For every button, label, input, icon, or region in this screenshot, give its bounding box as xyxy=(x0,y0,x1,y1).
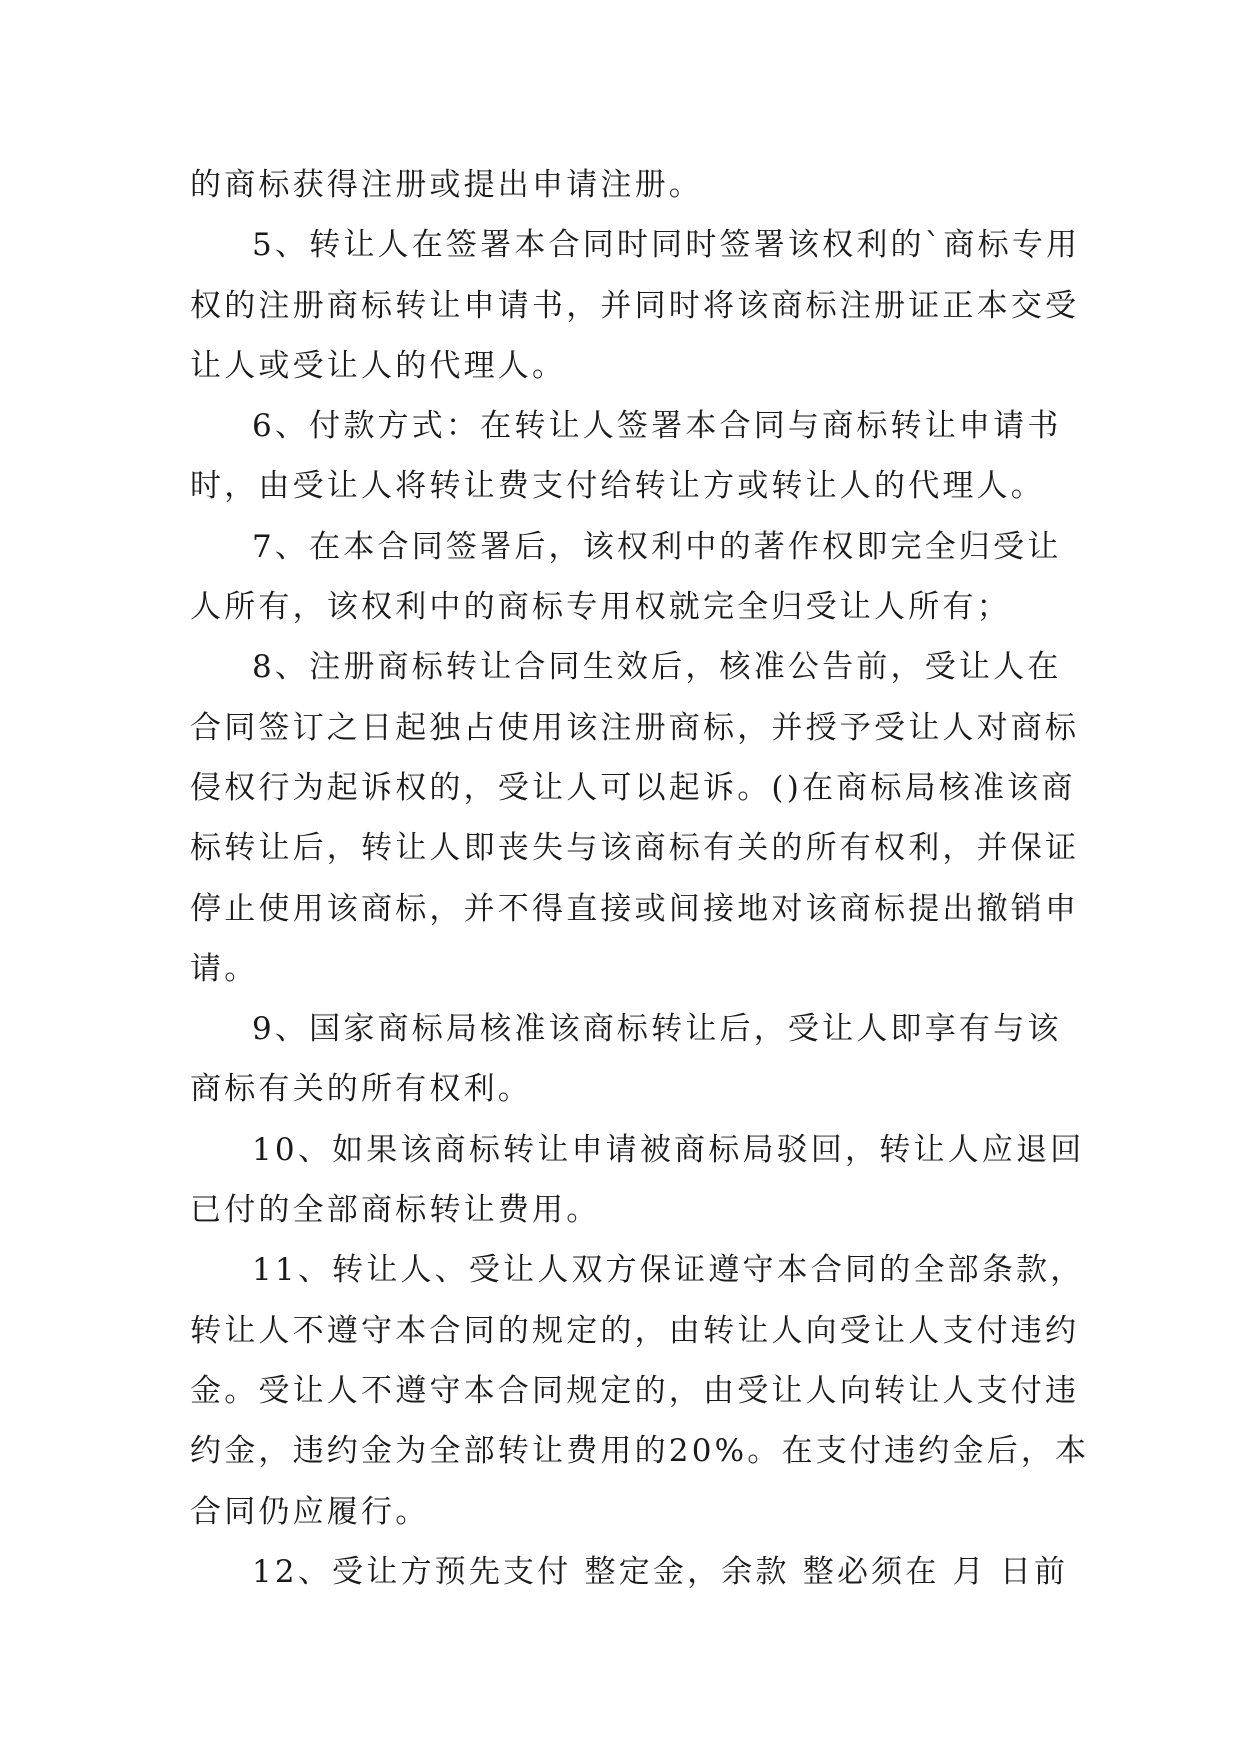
contract-text-body xyxy=(190,155,1090,1602)
text-line: 人所有，该权利中的商标专用权就完全归受让人所有； xyxy=(190,589,1011,626)
text-line: 转让人不遵守本合同的规定的，由转让人向受让人支付违约 xyxy=(190,1312,1080,1349)
text-line: 金。受让人不遵守本合同规定的，由受让人向转让人支付违 xyxy=(190,1372,1080,1409)
text-line: 合同仍应履行。 xyxy=(190,1493,430,1530)
text-line: 停止使用该商标，并不得直接或间接地对该商标提出撤销申 xyxy=(190,890,1080,927)
text-line: 的商标获得注册或提出申请注册。 xyxy=(190,167,703,203)
text-line: 合同签订之日起独占使用该注册商标，并授予受让人对商标 xyxy=(190,709,1080,746)
text-line: 时，由受让人将转让费支付给转让方或转让人的代理人。 xyxy=(190,468,1045,505)
text-line: 侵权行为起诉权的，受让人可以起诉。()在商标局核准该商 xyxy=(190,769,1076,806)
clause-8-line: 8、注册商标转让合同生效后，核准公告前，受让人在 xyxy=(252,649,1062,686)
clause-6-line: 6、付款方式：在转让人签署本合同与商标转让申请书 xyxy=(252,408,1062,445)
text-line: 商标有关的所有权利。 xyxy=(190,1071,532,1108)
clause-12-line: 12、受让方预先支付 整定金，余款 整必须在 月 日前 xyxy=(252,1553,1069,1590)
clause-11-line: 11、转让人、受让人双方保证遵守本合同的全部条款， xyxy=(252,1252,1085,1289)
text-line: 让人或受让人的代理人。 xyxy=(190,347,567,384)
clause-10-line: 10、如果该商标转让申请被商标局驳回，转让人应退回 xyxy=(252,1131,1085,1168)
text-line: 权的注册商标转让申请书，并同时将该商标注册证正本交受 xyxy=(190,287,1080,324)
text-line: 标转让后，转让人即丧失与该商标有关的所有权利，并保证 xyxy=(190,830,1080,867)
clause-9-line: 9、国家商标局核准该商标转让后，受让人即享有与该 xyxy=(252,1011,1062,1048)
text-line: 约金，违约金为全部转让费用的20%。在支付违约金后，本 xyxy=(190,1433,1090,1470)
text-line: 请。 xyxy=(190,950,259,987)
clause-5-line: 5、转让人在签署本合同时同时签署该权利的`商标专用 xyxy=(252,227,1081,264)
text-line: 已付的全部商标转让费用。 xyxy=(190,1192,601,1229)
clause-7-line: 7、在本合同签署后，该权利中的著作权即完全归受让 xyxy=(252,528,1062,565)
